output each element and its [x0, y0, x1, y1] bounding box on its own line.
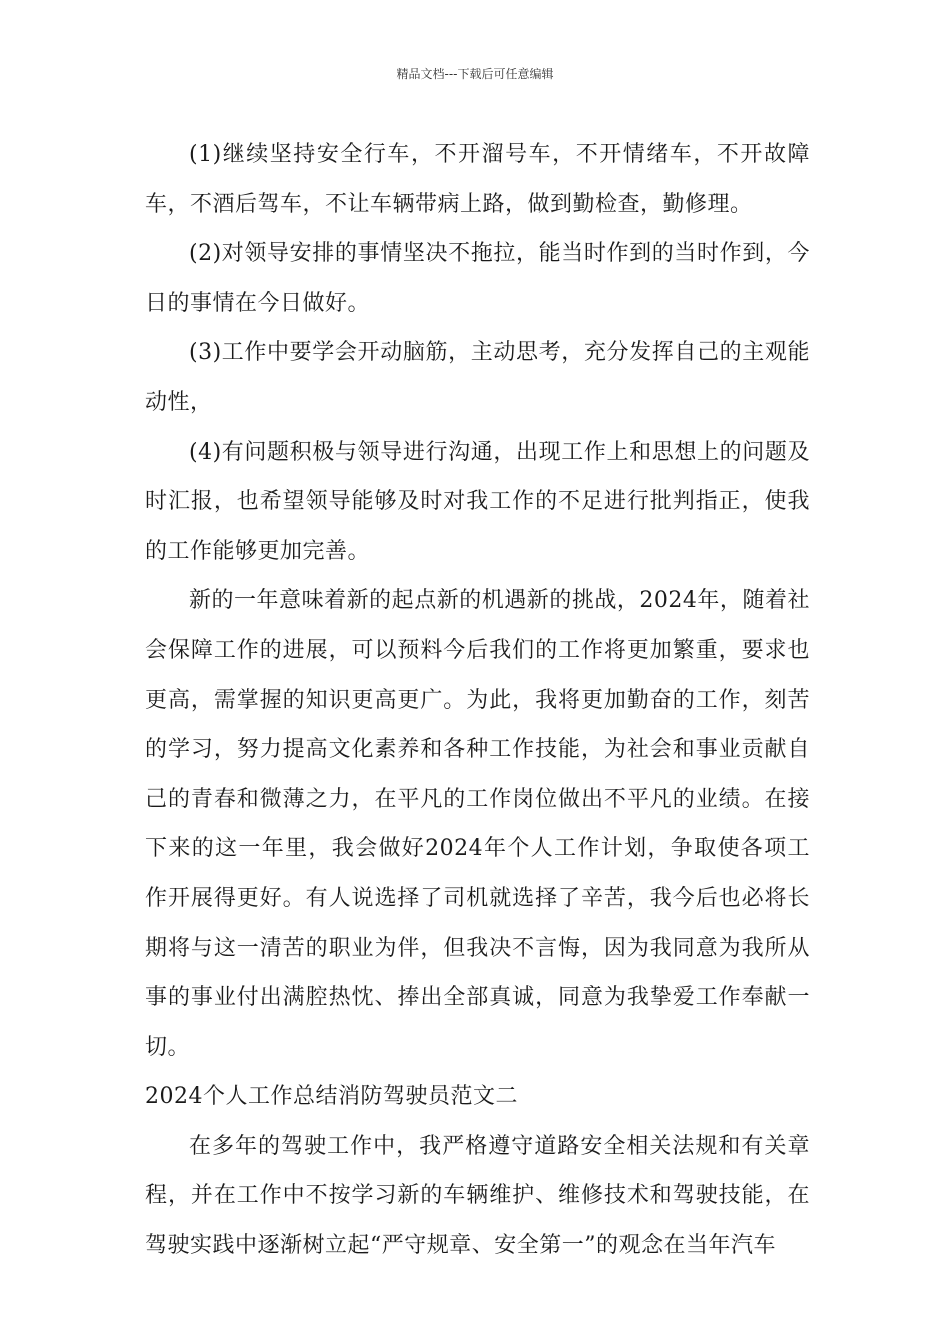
section-heading: 2024个人工作总结消防驾驶员范文二 [145, 1084, 518, 1110]
paragraph-item-1: (1)继续坚持安全行车，不开溜号车，不开情绪车，不开故障车，不酒后驾车，不让车辆带病上路，做到勤检查，勤修理。 [145, 142, 810, 217]
paragraph-item-4: (4)有问题积极与领导进行沟通，出现工作上和思想上的问题及时汇报，也希望领导能够及时对我工作的不足进行批判指正，使我的工作能够更加完善。 [145, 439, 810, 564]
paragraph-new-year: 新的一年意味着新的起点新的机遇新的挑战，2024年，随着社会保障工作的进展，可以预料今后我们的工作将更加繁重，要求也更高，需掌握的知识更高更广。为此，我将更加勤奋的工作，刻苦的学习，努力提高文化素养和各种工作技能，为社会和事业贡献自己的青春和微薄之力，在平凡的工作岗位做出不平凡的业绩。在接下来的这一年里，我会做好2024年个人工作计划，争取使各项工作开展得更好。有人说选择了司机就选择了辛苦，我今后也必将长期将与这一清苦的职业为伴，但我决不言悔，因为我同意为我所从事的事业付出满腔热忱、捧出全部真诚，同意为我挚爱工作奉献一切。 [145, 588, 810, 1060]
paragraph-item-3: (3)工作中要学会开动脑筋，主动思考，充分发挥自己的主观能动性， [145, 340, 810, 415]
document-body [145, 130, 810, 1271]
page-header: 精品文档---下载后可任意编辑 [396, 67, 554, 81]
paragraph-driving-work: 在多年的驾驶工作中，我严格遵守道路安全相关法规和有关章程，并在工作中不按学习新的车辆维护、维修技术和驾驶技能，在驾驶实践中逐渐树立起“严守规章、安全第一”的观念在当年汽车 [145, 1133, 810, 1259]
paragraph-item-2: (2)对领导安排的事情坚决不拖拉，能当时作到的当时作到，今日的事情在今日做好。 [145, 241, 810, 316]
